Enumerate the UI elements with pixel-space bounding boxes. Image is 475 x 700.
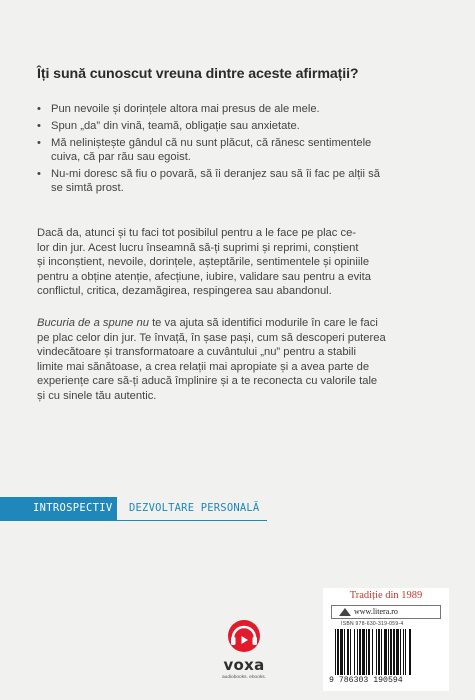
- list-item-text: cuiva, că par rău sau egoist.: [51, 151, 191, 163]
- paragraph-line: conflictul, critica, dezamăgirea, respingerea sau abandonul.: [37, 285, 332, 297]
- bullet-symbol: •: [37, 168, 41, 180]
- list-item: [37, 167, 437, 195]
- barcode-digits: 9 786303 190594: [329, 676, 403, 685]
- paragraph-line: și inconștient, nevoile, dorințele, așteptările, sentimentele și opiniile: [37, 256, 370, 268]
- paragraph-line: limite mai sănătoase, a crea relații mai apropiate și a avea parte de: [37, 360, 370, 373]
- paragraph-line: și cu sinele tău autentic.: [37, 389, 157, 402]
- bullet-symbol: •: [37, 120, 41, 132]
- publisher-name: voxa: [223, 656, 265, 674]
- list-item-text: Pun nevoile și dorințele altora mai presus de ale mele.: [51, 103, 320, 115]
- category-tag-left: [0, 497, 117, 521]
- list-item-text: Spun „da” din vină, teamă, obligație sau anxietate.: [51, 120, 300, 132]
- paragraph-line: te va ajuta să identifici modurile în care le faci: [148, 317, 378, 329]
- headline: Îți sună cunoscut vreuna dintre aceste afirmații?: [37, 66, 359, 82]
- description-paragraph: [37, 316, 447, 403]
- list-item-text: se simtă prost.: [51, 182, 124, 194]
- category-bar: [0, 497, 475, 521]
- category-tag-right-label: DEZVOLTARE PERSONALĂ: [129, 502, 260, 514]
- paragraph-line: pentru a obține atenție, afecțiune, iubire, validare sau pentru a evita: [37, 270, 371, 283]
- list-item: [37, 119, 437, 133]
- paragraph-line: pe plac celor din jur. Te învață, în șase pași, cum să descoperi puterea: [37, 331, 386, 344]
- website-box: [331, 605, 441, 619]
- tradition-label: Tradiție din 1989: [349, 590, 423, 601]
- book-title-italic: Bucuria de a spune nu: [37, 317, 149, 329]
- statement-list: [37, 102, 437, 198]
- isbn-label: ISBN 978-630-319-059-4: [341, 621, 404, 627]
- litera-logo-icon: [339, 607, 351, 617]
- list-item: [37, 136, 437, 164]
- bullet-symbol: •: [37, 103, 41, 115]
- paragraph-line: vindecătoare și transformatoare a cuvântului „nu” pentru a stabili: [37, 346, 357, 358]
- headphones-play-icon: [218, 615, 270, 657]
- barcode: [335, 629, 437, 675]
- website-label: www.litera.ro: [354, 607, 398, 616]
- bullet-symbol: •: [37, 137, 41, 149]
- paragraph-line: experiențe care să-ți aducă împlinire și a te reconecta cu valorile tale: [37, 375, 378, 387]
- publisher-tagline: audiobooks. ebooks.: [221, 675, 266, 680]
- intro-paragraph: [37, 226, 447, 299]
- paragraph-line: lor din jur. Acest lucru înseamnă să-ți suprimi și reprimi, conștient: [37, 241, 359, 254]
- list-item: [37, 102, 437, 116]
- paragraph-line: Dacă da, atunci și tu faci tot posibilul pentru a le face pe plac ce-: [37, 227, 357, 239]
- barcode-panel: [323, 588, 449, 691]
- list-item-text: Nu-mi doresc să fiu o povară, să îi deranjez sau să îi fac pe alții să: [51, 168, 380, 180]
- category-tag-left-label: INTROSPECTIV: [33, 502, 113, 514]
- publisher-logo: [218, 615, 270, 695]
- category-underline: [117, 520, 267, 521]
- list-item-text: Mă neliniștește gândul că nu sunt plăcut, că rănesc sentimentele: [51, 137, 372, 149]
